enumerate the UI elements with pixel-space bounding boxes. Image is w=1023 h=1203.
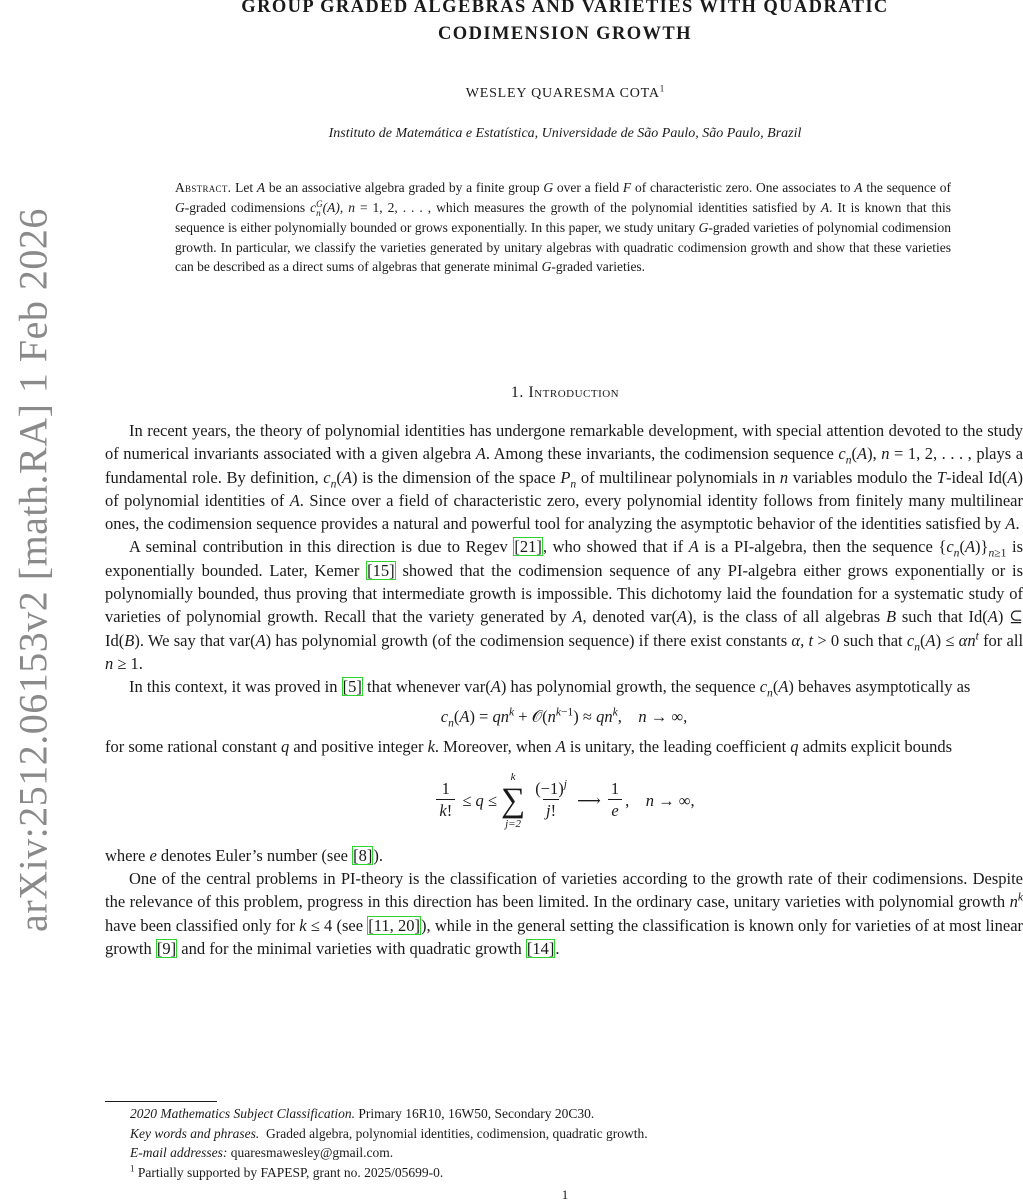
title-line-1: GROUP GRADED ALGEBRAS AND VARIETIES WITH QUADRATIC bbox=[241, 0, 889, 17]
arxiv-identifier: arXiv:2512.06153v2 [math.RA] 1 Feb 2026 bbox=[10, 208, 56, 932]
author bbox=[150, 83, 980, 102]
equation-asymptotic: $c_n(A) = qn^k$ + $𝒪(n^{k-1}) \approx qn^k$, n → ∞, bbox=[440, 706, 688, 729]
footnote-email: E-mail addresses: quaresmawesley@gmail.com. bbox=[130, 1145, 394, 1161]
citation-11-20[interactable]: [11, 20] bbox=[368, 915, 421, 935]
author-footnote-mark: 1 bbox=[659, 83, 665, 94]
section-title: Introduction bbox=[528, 384, 620, 401]
footnote-msc: 2020 Mathematics Subject Classification. Primary 16R10, 16W50, Secondary 20C30. bbox=[130, 1106, 595, 1121]
paragraph-3: In this context, it was proved in [5] that whenever var(A) has polynomial growth, the sequence $c_n(A)$ behaves asymptotically as bbox=[129, 677, 971, 700]
equation-bounds: $\frac{1}{k!}$ ≤ q ≤ k ∑ j=2 $\frac{(-1)^j}{j!}$ ⟶ $\frac{1}{e}$ , n → ∞, bbox=[105, 758, 1023, 844]
abstract-label: Abstract. bbox=[175, 180, 232, 195]
paragraph-3-cont: for some rational constant q and positive integer k. Moreover, when A is unitary, the leading coefficient q admits explicit bounds bbox=[105, 736, 953, 756]
citation-9[interactable]: [9] bbox=[156, 939, 177, 959]
paragraph-1: In recent years, the theory of polynomial identities has undergone remarkable development, with special attention devoted to the study of numerical invariants associated with a given algebra A. Among these invariants, the codimension sequence $c_n(A)$, n = 1, 2, . . . , plays a fundamental role. By definition, $c_n(A)$ is the dimension of the space $P_n$ of multilinear polynomials in n variables modulo the T-ideal Id(A) of polynomial identities of A. Since over a field of characteristic zero, every polynomial identity follows from finitely many multilinear ones, the codimension sequence provides a natural and powerful tool for analyzing the asymptotic behavior of the identities satisfied by A. bbox=[105, 421, 1023, 534]
citation-5[interactable]: [5] bbox=[342, 677, 362, 697]
footnote-keywords: Key words and phrases. Graded algebra, polynomial identities, codimension, quadratic growth. bbox=[130, 1125, 648, 1141]
affiliation: Instituto de Matemática e Estatística, Universidade de São Paulo, São Paulo, Brazil bbox=[328, 126, 802, 141]
citation-21[interactable]: [21] bbox=[514, 537, 542, 557]
section-number: 1. bbox=[510, 384, 524, 401]
citation-15[interactable]: [15] bbox=[367, 560, 395, 580]
paragraph-3-end: where e denotes Euler’s number (see [8]). bbox=[105, 845, 383, 865]
paper-title bbox=[150, 0, 980, 48]
abstract: Abstract. Let A be an associative algebra graded by a finite group G over a field F of characteristic zero. One associates to A the sequence of G-graded codimensions cG n (A), n = 1, 2, . . . , which measures the growth of the polynomial identities satisfied by A. It is known that this sequence is either polynomially bounded or grows exponentially. In this paper, we study unitary G-graded varieties of polynomial codimension growth. In particular, we classify the varieties generated by unitary algebras with quadratic codimension growth and show that these varieties can be described as a direct sums of algebras that generate minimal G-graded varieties. bbox=[175, 180, 952, 275]
section-heading bbox=[150, 384, 980, 402]
body-text bbox=[105, 419, 1023, 960]
title-line-2: CODIMENSION GROWTH bbox=[438, 24, 692, 44]
footnote-rule bbox=[105, 1101, 217, 1102]
citation-14[interactable]: [14] bbox=[526, 939, 555, 959]
citation-8[interactable]: [8] bbox=[353, 845, 373, 865]
footnote-funding: $^1$ Partially supported by FAPESP, grant no. 2025/05699-0. bbox=[130, 1163, 444, 1181]
author-name: WESLEY QUARESMA COTA bbox=[465, 86, 660, 101]
paragraph-4: One of the central problems in PI-theory is the classification of varieties according to the growth rate of their codimensions. Despite the relevance of this problem, progress in this direction has been limited. In the ordinary case, unitary varieties with polynomial growth $n^k$ have been classified only for k ≤ 4 (see [11, 20]), while in the general setting the classification is known only for varieties of at most linear growth [9] and for the minimal varieties with quadratic growth [14]. bbox=[105, 869, 1023, 959]
paragraph-2: A seminal contribution in this direction is due to Regev [21], who showed that if A is a PI-algebra, then the sequence $\{c_n(A)\}_{n\ge 1}$ is exponentially bounded. Later, Kemer [15] showed that the codimension sequence of any PI-algebra either grows exponentially or is polynomially bounded, thus proving that intermediate growth is impossible. This dichotomy laid the foundation for a systematic study of varieties of polynomial growth. Recall that the variety generated by A, denoted var(A), is the class of all algebras B such that Id(A) ⊆ Id(B). We say that var(A) has polynomial growth (of the codimension sequence) if there exist constants α, t > 0 such that $c_n(A) \le \alpha n^t$ for all n ≥ 1. bbox=[105, 537, 1023, 673]
footnotes bbox=[130, 1104, 1010, 1183]
arxiv-identifier-margin bbox=[8, 205, 58, 935]
page-number: 1 bbox=[561, 1187, 569, 1202]
email-link[interactable]: quaresmawesley@gmail.com. bbox=[230, 1145, 394, 1161]
